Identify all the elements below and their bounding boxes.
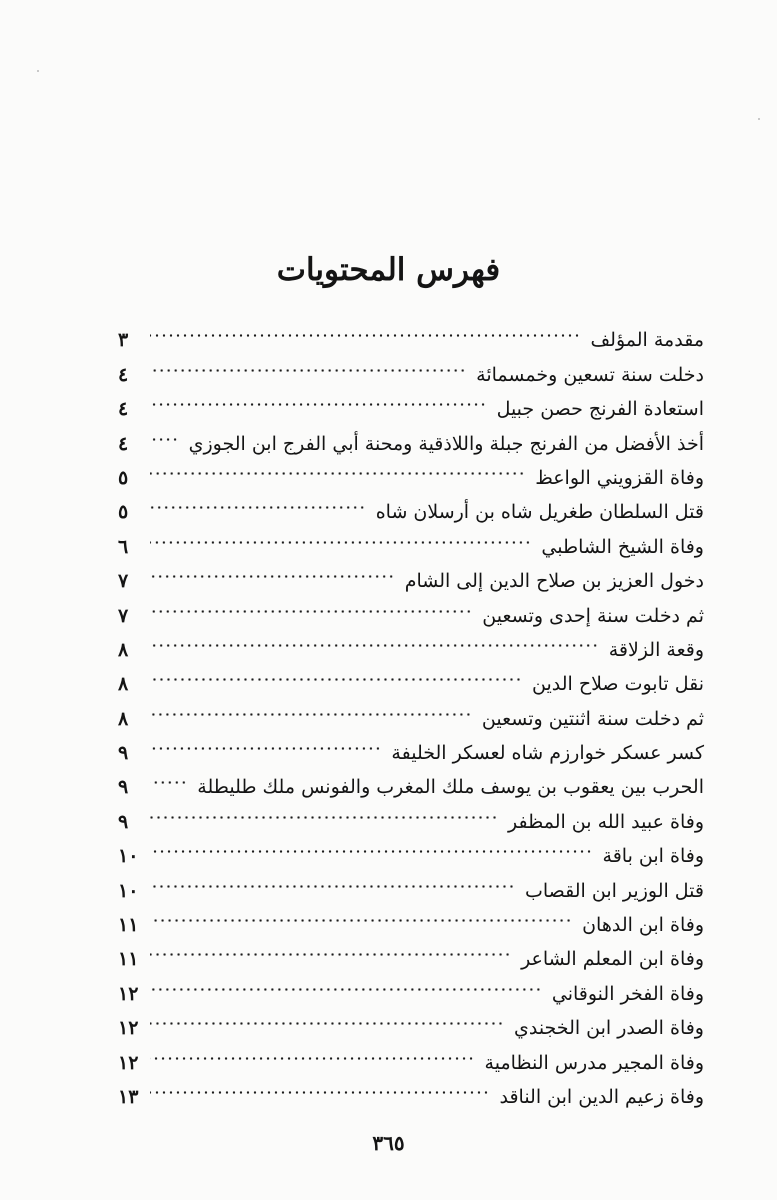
- toc-entry-page: ١١: [118, 914, 139, 937]
- toc-entry-title: وفاة زعيم الدين ابن الناقد: [499, 1085, 704, 1108]
- toc-entry-page: ٩: [118, 742, 129, 765]
- dot-leader: [150, 725, 381, 759]
- page-number: ٣٦٥: [372, 1131, 405, 1155]
- dot-leader: [150, 931, 511, 965]
- toc-entry-page: ١٢: [118, 1051, 139, 1074]
- page-title: فهرس المحتويات: [276, 252, 501, 288]
- toc-entry-title: وفاة المجير مدرس النظامية: [484, 1051, 704, 1074]
- toc-entry-title: وفاة القزويني الواعظ: [535, 466, 704, 489]
- dot-leader: [150, 484, 366, 518]
- toc-entry-page: ٥: [118, 501, 129, 524]
- toc-entry-title: أخذ الأفضل من الفرنج جبلة واللاذقية ومحنة أبي الفرج ابن الجوزي: [188, 432, 704, 455]
- toc-entry-title: وفاة عبيد الله بن المظفر: [508, 810, 704, 833]
- toc-entry-page: ١١: [118, 948, 139, 971]
- toc-entry-title: وفاة ابن المعلم الشاعر: [521, 948, 704, 971]
- toc-entry-page: ٨: [118, 673, 129, 696]
- dot-leader: [150, 346, 466, 380]
- toc-entry-page: ٤: [118, 363, 129, 386]
- paper-speck: [758, 118, 760, 120]
- dot-leader: [150, 656, 522, 690]
- toc-entry-page: ١٣: [118, 1085, 139, 1108]
- toc-entry-title: وفاة ابن باقة: [602, 845, 704, 868]
- toc-entry-title: قتل الوزير ابن القصاب: [524, 879, 704, 902]
- toc-entry-title: كسر عسكر خوارزم شاه لعسكر الخليفة: [391, 742, 704, 765]
- toc-entry-title: وفاة الفخر النوقاني: [551, 982, 704, 1005]
- table-of-contents: [118, 312, 704, 1108]
- toc-entry-title: وقعة الزلاقة: [608, 638, 704, 661]
- dot-leader: [150, 1034, 475, 1068]
- dot-leader: [150, 828, 593, 862]
- toc-entry-title: قتل السلطان طغريل شاه بن أرسلان شاه: [375, 501, 704, 524]
- toc-entry-title: ثم دخلت سنة إحدى وتسعين: [482, 604, 704, 627]
- toc-entry-title: دخلت سنة تسعين وخمسمائة: [476, 363, 704, 386]
- toc-entry-title: نقل تابوت صلاح الدين: [531, 673, 704, 696]
- dot-leader: [150, 759, 187, 793]
- dot-leader: [150, 897, 572, 931]
- toc-entry-title: دخول العزيز بن صلاح الدين إلى الشام: [404, 570, 704, 593]
- toc-entry-page: ٥: [118, 466, 129, 489]
- toc-entry-title: الحرب بين يعقوب بن يوسف ملك المغرب والفونس ملك طليطلة: [197, 776, 704, 799]
- toc-entry-title: وفاة الصدر ابن الخجندي: [513, 1017, 704, 1040]
- toc-entry-page: ٧: [118, 570, 129, 593]
- dot-leader: [150, 587, 472, 621]
- toc-entry-page: ١٢: [118, 1017, 139, 1040]
- dot-leader: [150, 450, 525, 484]
- toc-entry-page: ٨: [118, 707, 129, 730]
- toc-entry-page: ١٠: [118, 879, 139, 902]
- paper-speck: [37, 70, 39, 72]
- dot-leader: [150, 381, 487, 415]
- toc-entry-title: وفاة الشيخ الشاطبي: [541, 535, 704, 558]
- toc-entry-page: ٧: [118, 604, 129, 627]
- dot-leader: [150, 553, 395, 587]
- toc-entry-page: ٩: [118, 776, 129, 799]
- toc-entry-title: مقدمة المؤلف: [590, 329, 704, 352]
- dot-leader: [150, 518, 531, 552]
- toc-entry-page: ٦: [118, 535, 129, 558]
- toc-entry-title: وفاة ابن الدهان: [582, 914, 704, 937]
- toc-entry-title: ثم دخلت سنة اثنتين وتسعين: [481, 707, 704, 730]
- dot-leader: [150, 1000, 504, 1034]
- toc-entry: [118, 312, 704, 352]
- dot-leader: [150, 415, 179, 449]
- toc-entry-page: ٤: [118, 432, 129, 455]
- toc-entry-title: استعادة الفرنج حصن جبيل: [496, 398, 704, 421]
- dot-leader: [150, 622, 599, 656]
- dot-leader: [150, 965, 542, 999]
- dot-leader: [150, 1069, 489, 1103]
- toc-entry-page: ١٢: [118, 982, 139, 1005]
- dot-leader: [150, 312, 581, 346]
- toc-entry-page: ١٠: [118, 845, 139, 868]
- toc-entry-page: ٤: [118, 398, 129, 421]
- dot-leader: [150, 690, 472, 724]
- dot-leader: [150, 793, 498, 827]
- dot-leader: [150, 862, 515, 896]
- toc-entry-page: ٣: [118, 329, 129, 352]
- toc-entry-page: ٩: [118, 810, 129, 833]
- toc-entry-page: ٨: [118, 638, 129, 661]
